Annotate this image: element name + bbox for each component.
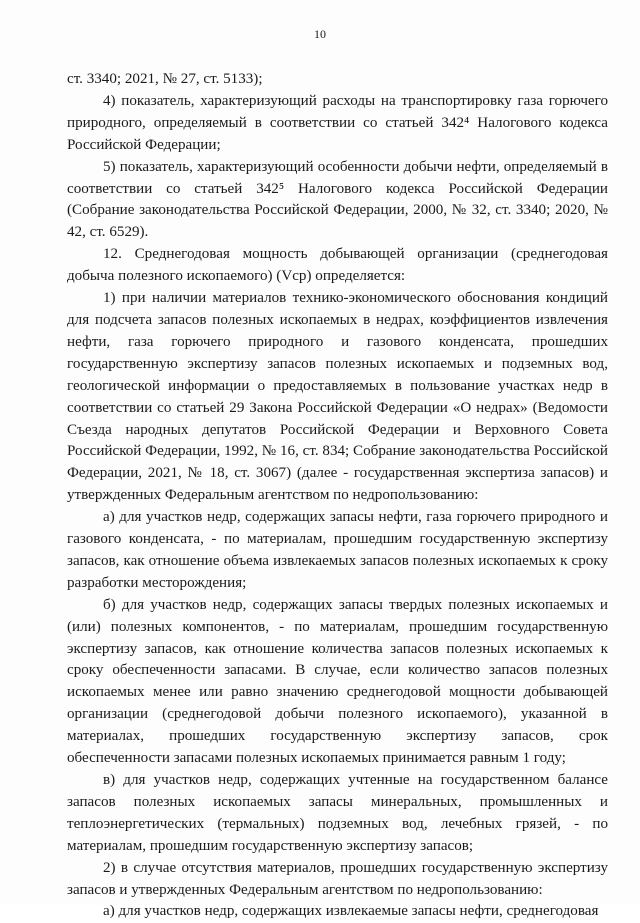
paragraph-continuation: ст. 3340; 2021, № 27, ст. 5133); bbox=[67, 71, 263, 87]
page-number: 10 bbox=[314, 27, 326, 41]
paragraph-item-5: 5) показатель, характеризующий особенности добычи нефти, определяемый в соответствии со статьей 342⁵ Налогового кодекса Российской Федерации (Собрание законодательства Российской Федерации, 2000, № 32, ст. 3340; 2020, № 42, ст. 6529). bbox=[67, 158, 608, 241]
paragraph-subitem-a: а) для участков недр, содержащих запасы нефти, газа горючего природного и газового конденсата, - по материалам, прошедшим государственную экспертизу запасов, как отношение объема извлекаемых запасов полезных ископаемых к сроку разработки месторождения; bbox=[67, 509, 608, 591]
paragraph-subitem-b: б) для участков недр, содержащих запасы твердых полезных ископаемых и (или) полезных компонентов, - по материалам, прошедшим государственную экспертизу запасов, как отношение количества запасов полезных ископаемых к сроку обеспеченности запасами. В случае, если количество запасов полезных ископаемых менее или равно значению среднегодовой мощности добывающей организации (среднегодовой добычи полезного ископаемого), указанной в материалах, прошедших государственную экспертизу запасов, срок обеспеченности запасами полезных ископаемых принимается равным 1 году; bbox=[67, 596, 608, 767]
paragraph-section-12: 12. Среднегодовая мощность добывающей организации (среднегодовая добыча полезного ископаемого) (Vср) определяется: bbox=[67, 246, 608, 285]
paragraph-subitem-v: в) для участков недр, содержащих учтенные на государственном балансе запасов полезных ископаемых запасы минеральных, промышленных и теплоэнергетических (термальных) подземных вод, лечебных грязей, - по материалам, прошедшим государственную экспертизу запасов; bbox=[67, 772, 608, 854]
paragraph-item-4: 4) показатель, характеризующий расходы на транспортировку газа горючего природного, определяемый в соответствии со статьей 342⁴ Налогового кодекса Российской Федерации; bbox=[67, 92, 608, 153]
document-body bbox=[67, 69, 608, 923]
paragraph-item-1: 1) при наличии материалов технико-экономического обоснования кондиций для подсчета запасов полезных ископаемых в недрах, коэффициентов извлечения нефти, газа горючего природного и газового конденсата, прошедших государственную экспертизу запасов полезных ископаемых и подземных вод, геологической информации о предоставляемых в пользование участках недр в соответствии со статьей 29 Закона Российской Федерации «О недрах» (Ведомости Съезда народных депутатов Российской Федерации и Верховного Совета Российской Федерации, 1992, № 16, ст. 834; Собрание законодательства Российской Федерации, 2021, № 18, ст. 3067) (далее - государственная экспертиза запасов) и утвержденных Федеральным агентством по недропользованию: bbox=[67, 290, 608, 504]
paragraph-item-2: 2) в случае отсутствия материалов, прошедших государственную экспертизу запасов и утвержденных Федеральным агентством по недропользованию: bbox=[67, 859, 608, 898]
paragraph-subitem-a-2: а) для участков недр, содержащих извлекаемые запасы нефти, среднегодовая bbox=[103, 903, 599, 920]
